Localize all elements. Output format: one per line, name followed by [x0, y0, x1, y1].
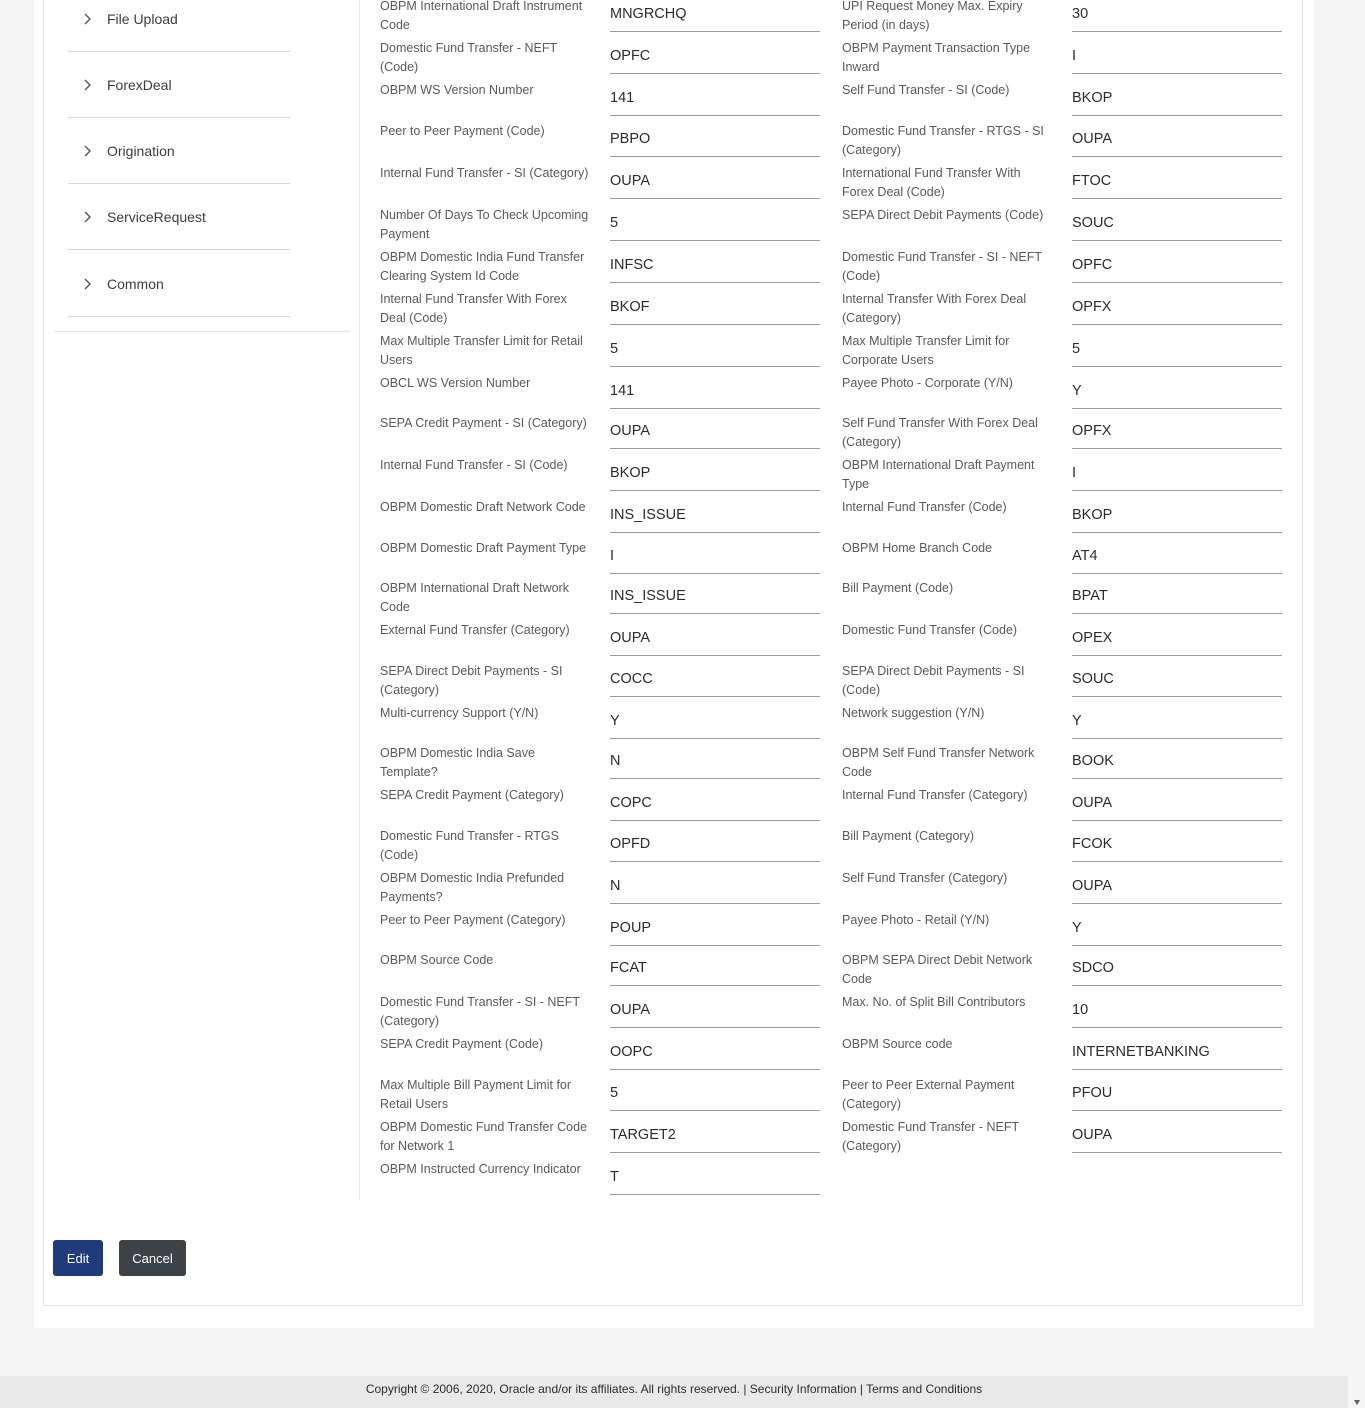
edit-button[interactable]: Edit	[53, 1240, 103, 1276]
field-row	[0, 498, 1365, 540]
field-value: Y	[1072, 707, 1282, 739]
field-value: N	[610, 872, 820, 904]
field-row	[0, 539, 1365, 581]
field-label: SEPA Credit Payment - SI (Category)	[380, 416, 587, 430]
field-label: Self Fund Transfer - SI (Code)	[842, 83, 1010, 97]
field-value: T	[610, 1163, 820, 1195]
field-label: SEPA Direct Debit Payments - SI (Code)	[842, 664, 1025, 697]
field-row	[0, 1118, 1365, 1160]
field-row	[0, 662, 1365, 704]
field-label: Domestic Fund Transfer (Code)	[842, 623, 1018, 637]
field-row	[0, 621, 1365, 663]
field-label: Domestic Fund Transfer - SI - NEFT (Category)	[380, 995, 580, 1028]
field-row	[0, 869, 1365, 911]
sidebar-item-label: Origination	[107, 142, 175, 159]
field-row	[0, 1076, 1365, 1118]
field-label: Self Fund Transfer (Category)	[842, 871, 1008, 885]
field-row	[0, 786, 1365, 828]
field-row	[0, 122, 1365, 164]
field-value: FTOC	[1072, 167, 1282, 199]
field-value: INS_ISSUE	[610, 582, 820, 614]
field-value: I	[1072, 459, 1282, 491]
field-label: OBPM Domestic India Save Template?	[380, 746, 535, 779]
field-label: Max Multiple Transfer Limit for Retail Users	[380, 334, 583, 367]
field-label: OBPM Domestic India Fund Transfer Clearing System Id Code	[380, 250, 585, 283]
field-row	[0, 164, 1365, 206]
field-row	[0, 1035, 1365, 1077]
field-value: OUPA	[1072, 789, 1282, 821]
field-label: Max. No. of Split Bill Contributors	[842, 995, 1026, 1009]
field-value: PBPO	[610, 125, 820, 157]
field-value: OPFX	[1072, 293, 1282, 325]
field-value: 141	[610, 377, 820, 409]
field-label: OBPM Instructed Currency Indicator	[380, 1162, 581, 1176]
field-label: Domestic Fund Transfer - RTGS - SI (Category)	[842, 124, 1044, 157]
field-value: OUPA	[610, 996, 820, 1028]
field-label: International Fund Transfer With Forex Deal (Code)	[842, 166, 1021, 199]
field-value: INFSC	[610, 251, 820, 283]
sidebar-item-label: Common	[107, 275, 164, 292]
cancel-button[interactable]: Cancel	[119, 1240, 186, 1276]
field-label: OBCL WS Version Number	[380, 376, 531, 390]
field-row	[0, 39, 1365, 81]
field-label: OBPM Source Code	[380, 953, 494, 967]
field-value: OUPA	[610, 624, 820, 656]
field-label: Payee Photo - Corporate (Y/N)	[842, 376, 1013, 390]
field-row	[0, 744, 1365, 786]
field-value: FCAT	[610, 954, 820, 986]
field-label: SEPA Credit Payment (Code)	[380, 1037, 544, 1051]
field-value: 10	[1072, 996, 1282, 1028]
field-label: Domestic Fund Transfer - NEFT (Code)	[380, 41, 557, 74]
field-row	[0, 248, 1365, 290]
field-label: OBPM Payment Transaction Type Inward	[842, 41, 1031, 74]
field-row	[0, 290, 1365, 332]
field-row	[0, 827, 1365, 869]
field-label: Domestic Fund Transfer - NEFT (Category)	[842, 1120, 1019, 1153]
field-value: BPAT	[1072, 582, 1282, 614]
terms-and-conditions-link[interactable]: Terms and Conditions	[866, 1382, 983, 1396]
field-label: OBPM Self Fund Transfer Network Code	[842, 746, 1035, 779]
field-label: Domestic Fund Transfer - SI - NEFT (Code)	[842, 250, 1042, 283]
field-label: Bill Payment (Category)	[842, 829, 974, 843]
field-row	[0, 206, 1365, 248]
field-label: Multi-currency Support (Y/N)	[380, 706, 539, 720]
field-value: FCOK	[1072, 830, 1282, 862]
field-value: 30	[1072, 0, 1282, 32]
field-row	[0, 0, 1365, 39]
field-label: SEPA Credit Payment (Category)	[380, 788, 564, 802]
field-value: COPC	[610, 789, 820, 821]
field-value: COCC	[610, 665, 820, 697]
field-label: Bill Payment (Code)	[842, 581, 954, 595]
field-label: Internal Fund Transfer (Category)	[842, 788, 1028, 802]
field-label: SEPA Direct Debit Payments (Code)	[842, 208, 1044, 222]
field-row	[0, 911, 1365, 953]
field-value: OUPA	[1072, 125, 1282, 157]
field-label: Peer to Peer Payment (Code)	[380, 124, 545, 138]
field-label: Network suggestion (Y/N)	[842, 706, 985, 720]
field-label: Payee Photo - Retail (Y/N)	[842, 913, 990, 927]
field-label: Number Of Days To Check Upcoming Payment	[380, 208, 589, 241]
field-label: OBPM Domestic India Prefunded Payments?	[380, 871, 565, 904]
field-row	[0, 332, 1365, 374]
field-value: BOOK	[1072, 747, 1282, 779]
field-label: External Fund Transfer (Category)	[380, 623, 570, 637]
field-label: SEPA Direct Debit Payments - SI (Category)	[380, 664, 563, 697]
field-value: SOUC	[1072, 209, 1282, 241]
field-row	[0, 993, 1365, 1035]
field-value: I	[1072, 42, 1282, 74]
footer-separator: |	[743, 1382, 747, 1396]
field-value: OUPA	[610, 167, 820, 199]
footer-separator: |	[859, 1382, 863, 1396]
field-row	[0, 579, 1365, 621]
field-row	[0, 1160, 1365, 1202]
field-value: 5	[610, 209, 820, 241]
field-value: N	[610, 747, 820, 779]
copyright-text: Copyright © 2006, 2020, Oracle and/or its affiliates. All rights reserved.	[365, 1382, 740, 1396]
field-value: POUP	[610, 914, 820, 946]
field-row	[0, 456, 1365, 498]
field-value: SDCO	[1072, 954, 1282, 986]
field-label: UPI Request Money Max. Expiry Period (in days)	[842, 0, 1023, 32]
field-value: I	[610, 542, 820, 574]
field-label: Internal Transfer With Forex Deal (Category)	[842, 292, 1027, 325]
field-value: OPFC	[610, 42, 820, 74]
field-label: Internal Fund Transfer - SI (Category)	[380, 166, 589, 180]
field-value: BKOP	[1072, 84, 1282, 116]
field-label: OBPM International Draft Payment Type	[842, 458, 1035, 491]
field-label: OBPM Domestic Draft Payment Type	[380, 541, 587, 555]
field-value: PFOU	[1072, 1079, 1282, 1111]
field-label: OBPM Source code	[842, 1037, 953, 1051]
field-label: Max Multiple Bill Payment Limit for Retail Users	[380, 1078, 572, 1111]
field-row	[0, 704, 1365, 746]
field-label: Self Fund Transfer With Forex Deal (Category)	[842, 416, 1038, 449]
field-row	[0, 414, 1365, 456]
field-value: INTERNETBANKING	[1072, 1038, 1282, 1070]
field-value: OUPA	[610, 417, 820, 449]
field-value: 5	[610, 1079, 820, 1111]
field-value: BKOP	[1072, 501, 1282, 533]
scroll-down-arrow-icon[interactable]	[1354, 1400, 1360, 1405]
field-value: OPFC	[1072, 251, 1282, 283]
field-value: OUPA	[1072, 872, 1282, 904]
sidebar-item-label: ServiceRequest	[107, 208, 206, 225]
field-label: Internal Fund Transfer (Code)	[842, 500, 1007, 514]
field-value: BKOP	[610, 459, 820, 491]
field-value: OPFX	[1072, 417, 1282, 449]
field-label: Peer to Peer Payment (Category)	[380, 913, 566, 927]
field-label: OBPM Home Branch Code	[842, 541, 993, 555]
field-label: OBPM Domestic Fund Transfer Code for Network 1	[380, 1120, 588, 1153]
field-value: Y	[1072, 377, 1282, 409]
field-value: BKOF	[610, 293, 820, 325]
field-value: OPFD	[610, 830, 820, 862]
field-value: OOPC	[610, 1038, 820, 1070]
field-label: Max Multiple Transfer Limit for Corporate Users	[842, 334, 1010, 367]
sidebar-item-label: File Upload	[107, 10, 178, 27]
field-value: Y	[610, 707, 820, 739]
field-label: Peer to Peer External Payment (Category)	[842, 1078, 1015, 1111]
field-value: 5	[610, 335, 820, 367]
field-label: OBPM International Draft Instrument Code	[380, 0, 583, 32]
field-value: OUPA	[1072, 1121, 1282, 1153]
field-label: OBPM International Draft Network Code	[380, 581, 569, 614]
field-value: 5	[1072, 335, 1282, 367]
field-value: 141	[610, 84, 820, 116]
field-row	[0, 951, 1365, 993]
field-value: Y	[1072, 914, 1282, 946]
security-information-link[interactable]: Security Information	[749, 1382, 857, 1396]
field-label: OBPM WS Version Number	[380, 83, 534, 97]
field-label: OBPM Domestic Draft Network Code	[380, 500, 586, 514]
sidebar-item-label: ForexDeal	[107, 76, 172, 93]
field-row	[0, 374, 1365, 416]
field-value: INS_ISSUE	[610, 501, 820, 533]
field-value: MNGRCHQ	[610, 0, 820, 32]
field-value: TARGET2	[610, 1121, 820, 1153]
field-label: OBPM SEPA Direct Debit Network Code	[842, 953, 1033, 986]
field-value: OPEX	[1072, 624, 1282, 656]
field-label: Domestic Fund Transfer - RTGS (Code)	[380, 829, 559, 862]
field-value: AT4	[1072, 542, 1282, 574]
field-label: Internal Fund Transfer With Forex Deal (Code)	[380, 292, 567, 325]
field-value: SOUC	[1072, 665, 1282, 697]
footer	[0, 1376, 1348, 1408]
field-label: Internal Fund Transfer - SI (Code)	[380, 458, 568, 472]
field-row	[0, 81, 1365, 123]
